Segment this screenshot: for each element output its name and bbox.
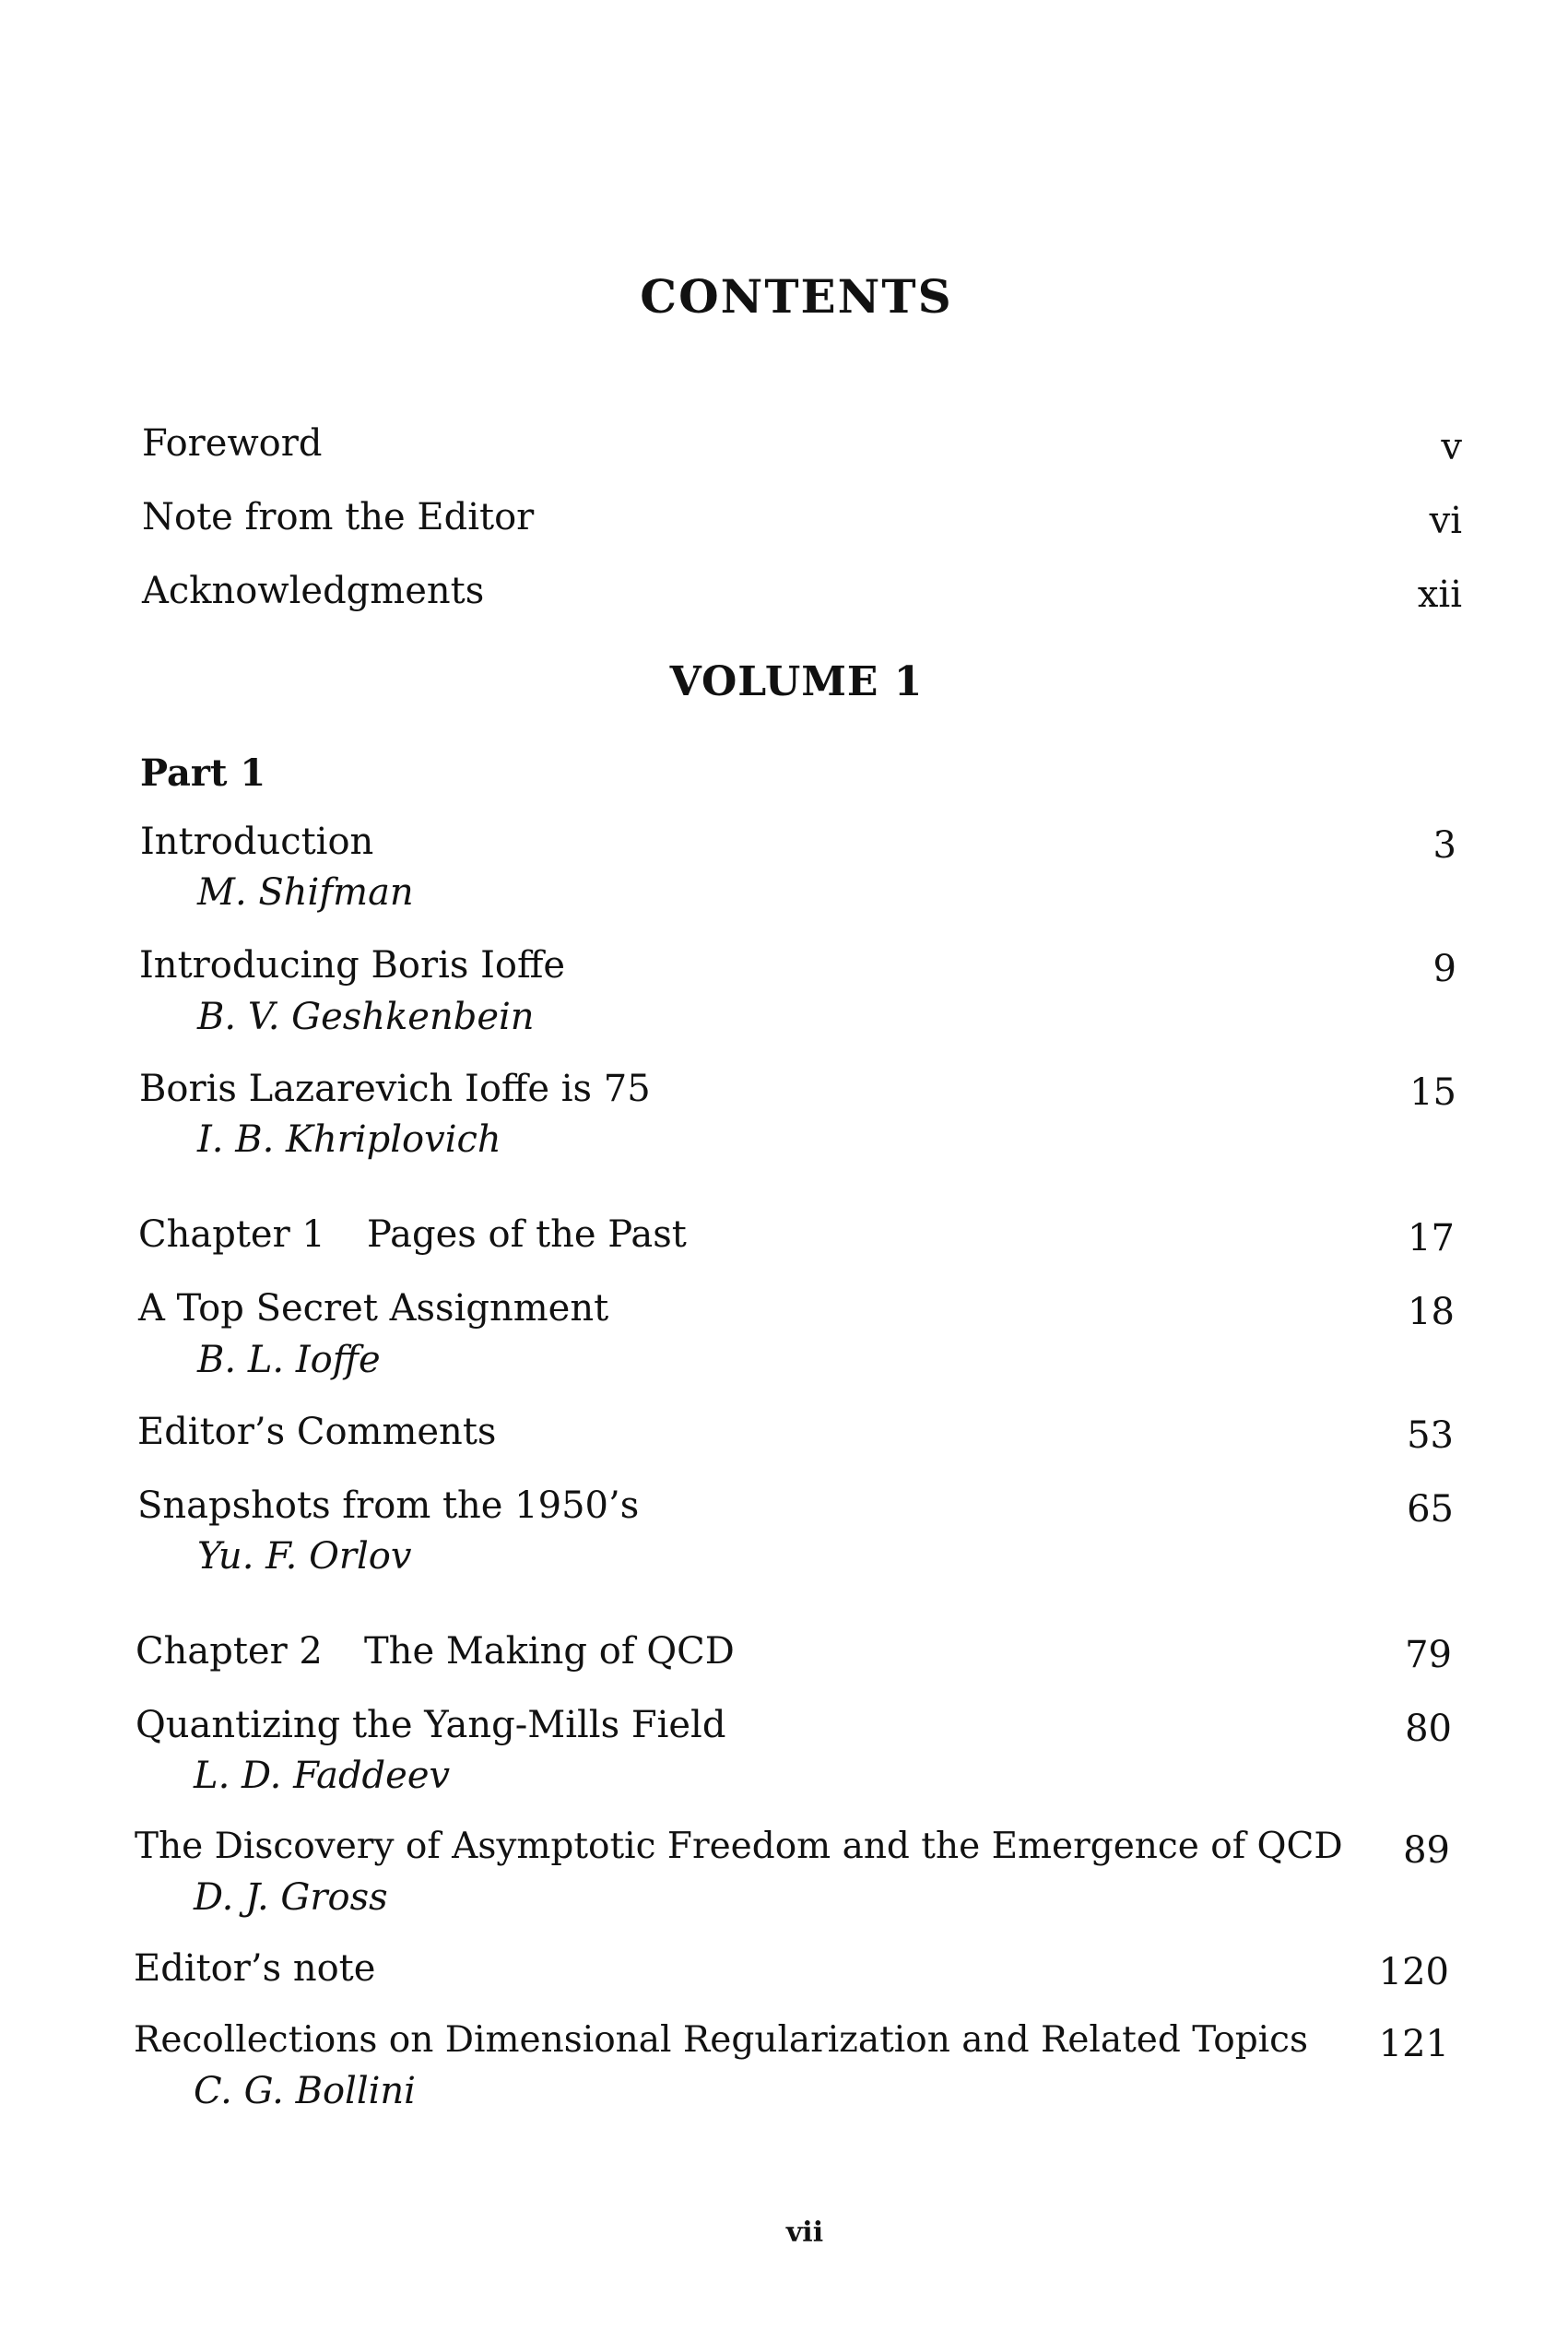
chapter-title: The Making of QCD (364, 1630, 735, 1673)
page-title: CONTENTS (640, 269, 953, 324)
toc-author: Yu. F. Orlov (197, 1535, 412, 1578)
toc-entry-foreword[interactable]: Foreword (142, 422, 323, 465)
toc-page: 18 (1408, 1291, 1455, 1333)
chapter-title: Pages of the Past (367, 1213, 687, 1256)
part-heading: Part 1 (140, 751, 266, 795)
toc-page: 15 (1409, 1071, 1456, 1114)
toc-entry-top-secret-assignment[interactable]: A Top Secret Assignment (138, 1287, 609, 1330)
toc-page: 121 (1378, 2023, 1449, 2065)
toc-author: L. D. Faddeev (194, 1755, 451, 1797)
toc-entry-chapter-1[interactable] (138, 1213, 687, 1256)
toc-author: D. J. Gross (194, 1876, 388, 1919)
toc-page-note-from-editor: vi (1429, 500, 1462, 542)
toc-entry-introducing-boris-ioffe[interactable]: Introducing Boris Ioffe (139, 944, 566, 987)
toc-author: B. V. Geshkenbein (197, 996, 535, 1038)
toc-page: 3 (1432, 824, 1456, 867)
toc-page: 53 (1407, 1414, 1454, 1457)
toc-page: 17 (1408, 1217, 1455, 1259)
toc-author: M. Shifman (197, 871, 414, 914)
toc-entry-chapter-2[interactable] (136, 1630, 735, 1673)
toc-page: 80 (1405, 1708, 1452, 1750)
toc-author: C. G. Bollini (194, 2070, 416, 2112)
toc-author: B. L. Ioffe (197, 1339, 381, 1381)
toc-entry-quantizing-yang-mills[interactable]: Quantizing the Yang-Mills Field (136, 1704, 726, 1746)
toc-page: 9 (1432, 948, 1456, 990)
toc-page: 89 (1403, 1829, 1450, 1872)
toc-entry-snapshots-1950s[interactable]: Snapshots from the 1950’s (137, 1484, 640, 1527)
toc-entry-note-from-editor[interactable]: Note from the Editor (142, 496, 535, 538)
toc-entry-editors-note[interactable]: Editor’s note (134, 1947, 376, 1990)
toc-entry-ioffe-is-75[interactable]: Boris Lazarevich Ioffe is 75 (139, 1068, 651, 1110)
toc-page-foreword: v (1441, 426, 1462, 468)
toc-entry-dimensional-regularization[interactable]: Recollections on Dimensional Regularization and Related Topics (134, 2019, 1308, 2061)
toc-page: 65 (1407, 1488, 1454, 1531)
toc-entry-introduction[interactable]: Introduction (140, 821, 374, 863)
chapter-number: Chapter 2 (136, 1630, 323, 1673)
page-number: vii (785, 2217, 824, 2249)
chapter-number: Chapter 1 (138, 1213, 325, 1256)
toc-page: 79 (1405, 1634, 1452, 1676)
toc-entry-acknowledgments[interactable]: Acknowledgments (142, 570, 485, 612)
toc-page: 120 (1378, 1951, 1449, 1993)
toc-author: I. B. Khriplovich (197, 1118, 501, 1161)
toc-entry-editors-comments[interactable]: Editor’s Comments (137, 1411, 497, 1453)
toc-page-acknowledgments: xii (1417, 573, 1462, 616)
volume-heading: VOLUME 1 (669, 658, 924, 705)
toc-entry-asymptotic-freedom[interactable]: The Discovery of Asymptotic Freedom and the Emergence of QCD (135, 1826, 1343, 1867)
